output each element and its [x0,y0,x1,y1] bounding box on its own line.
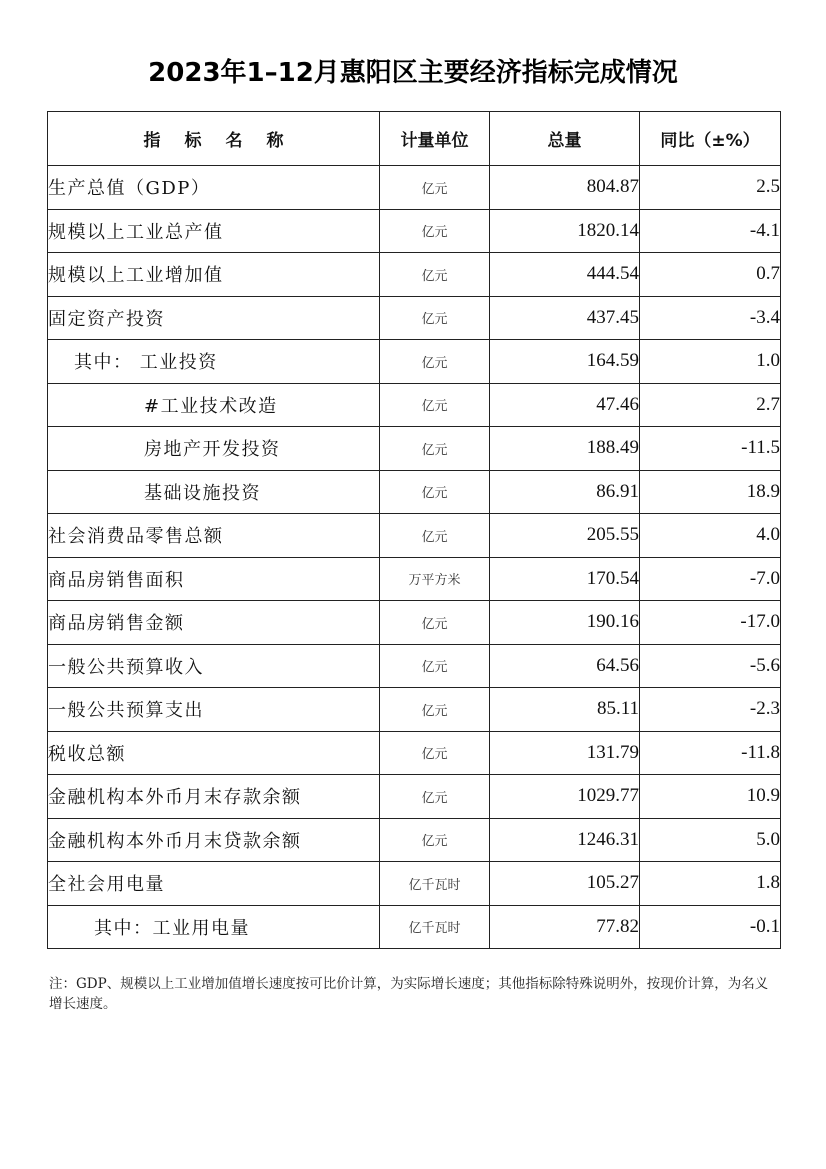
table-row [48,514,781,558]
table-row [48,775,781,819]
row-yoy: -17.0 [640,601,781,645]
table-row [48,296,781,340]
row-unit: 亿元 [380,296,490,340]
header-total: 总量 [490,112,640,166]
row-unit: 亿千瓦时 [380,905,490,949]
row-unit: 亿元 [380,166,490,210]
row-yoy: -11.5 [640,427,781,471]
row-yoy: 18.9 [640,470,781,514]
table-row [48,644,781,688]
table-header-row [48,112,781,166]
row-total: 1246.31 [490,818,640,862]
row-total: 437.45 [490,296,640,340]
row-unit: 万平方米 [380,557,490,601]
table-row [48,818,781,862]
row-unit: 亿元 [380,514,490,558]
table-row [48,166,781,210]
row-total: 64.56 [490,644,640,688]
row-yoy: 5.0 [640,818,781,862]
row-unit: 亿元 [380,209,490,253]
table-row [48,427,781,471]
table-row [48,862,781,906]
table-row [48,253,781,297]
row-name: 其中：工业用电量 [48,905,380,949]
row-unit: 亿元 [380,470,490,514]
row-name: 全社会用电量 [48,862,380,906]
row-name: 金融机构本外币月末存款余额 [48,775,380,819]
footnote: 注：GDP、规模以上工业增加值增长速度按可比价计算，为实际增长速度；其他指标除特殊说明外，按现价计算，为名义增长速度。 [49,976,769,1012]
row-yoy: 1.8 [640,862,781,906]
row-total: 85.11 [490,688,640,732]
row-name: 商品房销售金额 [48,601,380,645]
table-row [48,209,781,253]
row-yoy: 4.0 [640,514,781,558]
row-yoy: -2.3 [640,688,781,732]
table-row [48,601,781,645]
row-unit: 亿元 [380,427,490,471]
row-total: 86.91 [490,470,640,514]
header-indicator-name: 指标名称 [48,112,380,166]
table-row [48,557,781,601]
row-name: 金融机构本外币月末贷款余额 [48,818,380,862]
row-yoy: -7.0 [640,557,781,601]
row-yoy: 10.9 [640,775,781,819]
row-name: 社会消费品零售总额 [48,514,380,558]
row-name: 固定资产投资 [48,296,380,340]
row-unit: 亿元 [380,688,490,732]
row-unit: 亿元 [380,340,490,384]
row-total: 164.59 [490,340,640,384]
row-total: 1029.77 [490,775,640,819]
row-total: 170.54 [490,557,640,601]
row-unit: 亿元 [380,775,490,819]
indicator-table [47,111,781,949]
row-name: #工业技术改造 [48,383,380,427]
row-yoy: 2.5 [640,166,781,210]
row-unit: 亿元 [380,731,490,775]
row-total: 47.46 [490,383,640,427]
table-row [48,688,781,732]
row-name: 生产总值（GDP） [48,166,380,210]
row-yoy: 1.0 [640,340,781,384]
row-yoy: -5.6 [640,644,781,688]
header-unit: 计量单位 [380,112,490,166]
table-row [48,383,781,427]
table-row [48,731,781,775]
row-unit: 亿元 [380,383,490,427]
row-total: 190.16 [490,601,640,645]
page-title: 2023年1–12月惠阳区主要经济指标完成情况 [148,58,678,88]
table-row [48,905,781,949]
table-row [48,470,781,514]
row-yoy: -0.1 [640,905,781,949]
row-total: 804.87 [490,166,640,210]
row-total: 188.49 [490,427,640,471]
table-row [48,340,781,384]
row-total: 77.82 [490,905,640,949]
row-name: 税收总额 [48,731,380,775]
row-name: 其中： 工业投资 [48,340,380,384]
row-unit: 亿千瓦时 [380,862,490,906]
row-unit: 亿元 [380,818,490,862]
row-yoy: -11.8 [640,731,781,775]
row-name: 一般公共预算支出 [48,688,380,732]
row-name: 商品房销售面积 [48,557,380,601]
header-yoy: 同比（±%） [640,112,781,166]
row-name: 规模以上工业增加值 [48,253,380,297]
row-unit: 亿元 [380,644,490,688]
row-yoy: 0.7 [640,253,781,297]
row-total: 444.54 [490,253,640,297]
row-yoy: -4.1 [640,209,781,253]
row-unit: 亿元 [380,601,490,645]
row-total: 105.27 [490,862,640,906]
row-name: 一般公共预算收入 [48,644,380,688]
row-total: 205.55 [490,514,640,558]
row-total: 1820.14 [490,209,640,253]
row-name: 基础设施投资 [48,470,380,514]
row-yoy: 2.7 [640,383,781,427]
row-unit: 亿元 [380,253,490,297]
row-total: 131.79 [490,731,640,775]
row-name: 规模以上工业总产值 [48,209,380,253]
row-yoy: -3.4 [640,296,781,340]
row-name: 房地产开发投资 [48,427,380,471]
